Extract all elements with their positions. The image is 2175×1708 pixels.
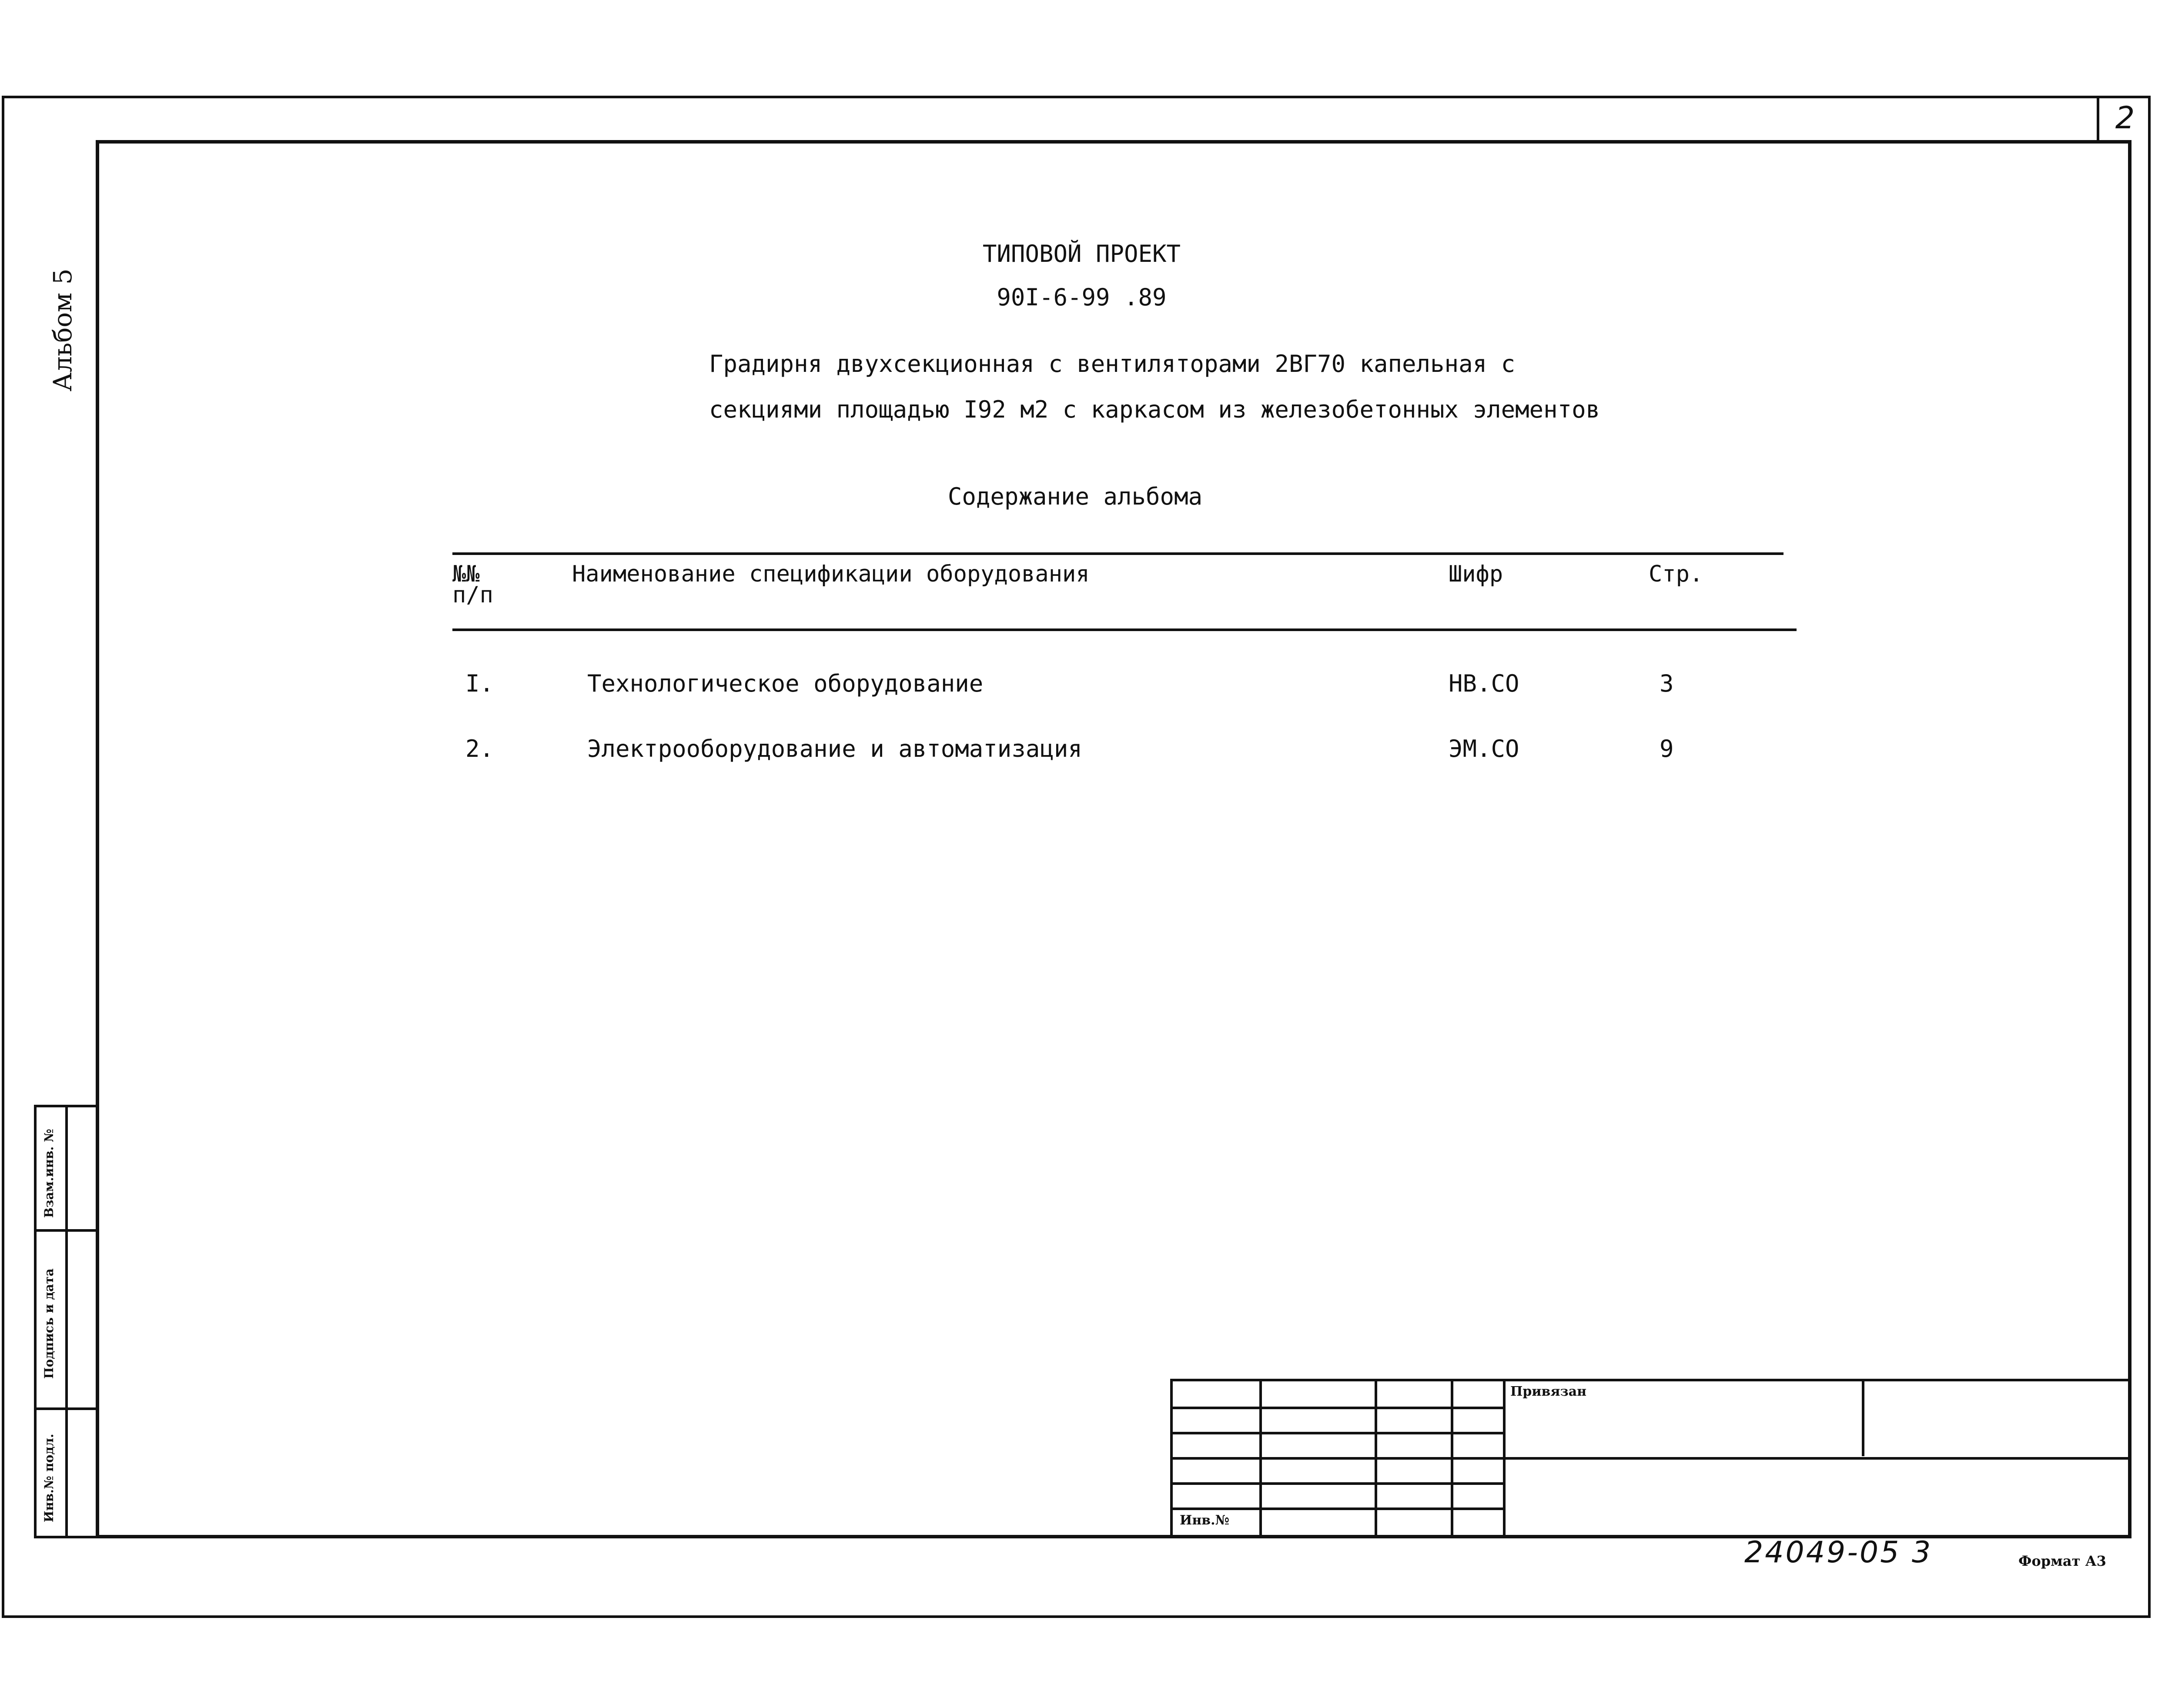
title-block-row-line bbox=[1170, 1457, 2132, 1460]
side-stamp-divider bbox=[65, 1105, 68, 1538]
sheet-number: 2 bbox=[2097, 96, 2151, 140]
title-block-row-line bbox=[1170, 1507, 1503, 1510]
project-code: 90I-6-99 .89 bbox=[997, 284, 1167, 311]
original-inventory-label: Инв.№ подл. bbox=[42, 1434, 56, 1522]
linked-label: Привязан bbox=[1510, 1384, 1587, 1399]
row-2-page: 9 bbox=[1660, 735, 1674, 762]
contents-title: Содержание альбома bbox=[947, 483, 1203, 510]
table-header-rule bbox=[452, 628, 1797, 631]
side-stamp-separator bbox=[34, 1229, 99, 1232]
title-block-column-line bbox=[1862, 1379, 1864, 1456]
side-stamp-separator bbox=[34, 1407, 99, 1410]
column-header-number bbox=[452, 561, 493, 608]
row-2-code: ЭМ.СО bbox=[1449, 735, 1519, 762]
title-block-row-line bbox=[1170, 1482, 1503, 1485]
row-1-number: I. bbox=[465, 670, 494, 697]
album-label: Альбом 5 bbox=[48, 268, 77, 391]
document-number: 24049-05 3 bbox=[1744, 1535, 1933, 1570]
title-block-row-line bbox=[1170, 1407, 1503, 1409]
project-type: ТИПОВОЙ ПРОЕКТ bbox=[982, 240, 1181, 267]
row-1-code: НВ.СО bbox=[1449, 670, 1519, 697]
substitute-inventory-label: Взам.инв. № bbox=[42, 1129, 56, 1218]
column-header-number-line-1: №№ bbox=[452, 561, 480, 587]
row-1-name: Технологическое оборудование bbox=[587, 670, 984, 697]
row-2-number: 2. bbox=[465, 735, 494, 762]
signature-date-label: Подпись и дата bbox=[42, 1268, 56, 1379]
row-2-name: Электрооборудование и автоматизация bbox=[587, 735, 1082, 762]
column-header-page: Стр. bbox=[1649, 561, 1703, 587]
column-header-number-line-2: п/п bbox=[452, 582, 493, 608]
table-top-rule bbox=[452, 552, 1784, 555]
column-header-code: Шифр bbox=[1449, 561, 1503, 587]
project-title-line-1: Градирня двухсекционная с вентиляторами 2ВГ70 капельная с bbox=[709, 350, 1516, 378]
column-header-name: Наименование спецификации оборудования bbox=[572, 561, 1090, 587]
format-label: Формат А3 bbox=[2018, 1553, 2106, 1569]
row-1-page: 3 bbox=[1660, 670, 1674, 697]
project-title-line-2: секциями площадью I92 м2 с каркасом из железобетонных элементов bbox=[709, 396, 1600, 423]
title-block-row-line bbox=[1170, 1432, 1503, 1434]
inventory-label: Инв.№ bbox=[1180, 1513, 1230, 1528]
